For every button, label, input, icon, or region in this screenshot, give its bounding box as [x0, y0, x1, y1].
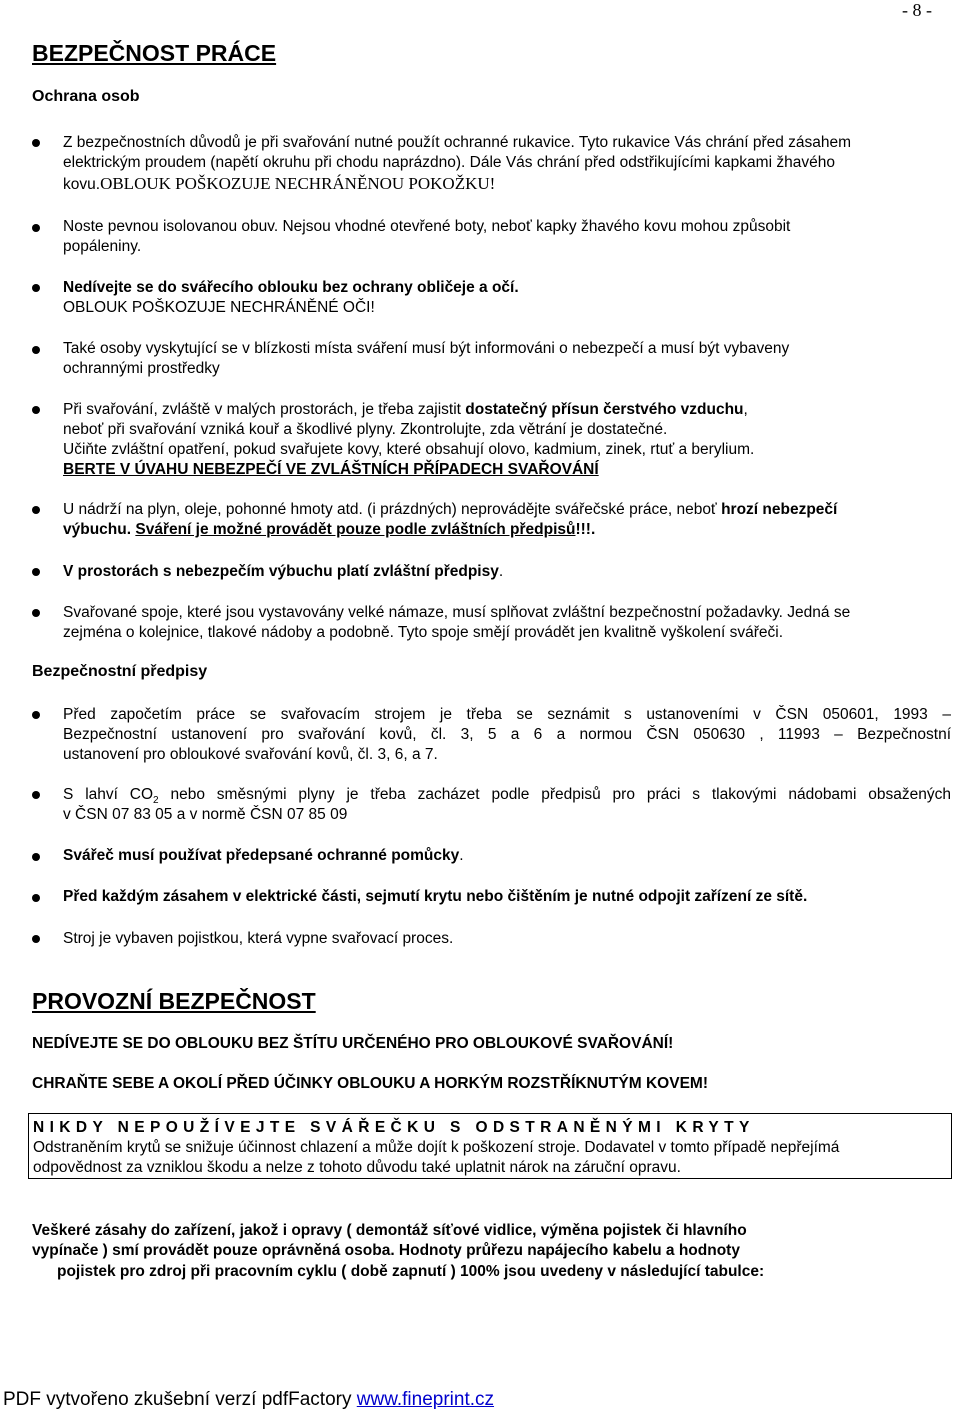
text-span: . — [498, 563, 504, 580]
bold-text: hrozí nebezpečí — [721, 501, 838, 518]
paragraph-line — [63, 846, 464, 866]
paragraph-line: ochrannými prostředky — [63, 360, 220, 377]
paragraph-line — [63, 500, 837, 520]
footer — [3, 1389, 494, 1411]
bullet — [32, 506, 40, 514]
bullet — [32, 853, 40, 861]
paragraph-line: Také osoby vyskytující se v blízkosti místa sváření musí být informováni o nebezpečí a musí být vybaveny — [63, 340, 790, 357]
subscript: 2 — [153, 795, 159, 807]
paragraph-line: v ČSN 07 83 05 a v normě ČSN 07 85 09 — [63, 806, 348, 823]
bold-text: V prostorách s nebezpečím výbuchu platí zvláštní předpisy — [63, 563, 499, 580]
bullet — [32, 568, 40, 576]
bullet — [32, 406, 40, 414]
final-paragraph-line: vypínače ) smí provádět pouze oprávněná osoba. Hodnoty průřezu napájecího kabelu a hodnoty — [32, 1242, 740, 1259]
paragraph-line: Před každým zásahem v elektrické části, sejmutí krytu nebo čištěním je nutné odpojit zařízení ze sítě. — [63, 888, 808, 905]
paragraph-line: Noste pevnou isolovanou obuv. Nejsou vhodné otevřené boty, neboť kapky žhavého kovu mohou způsobit — [63, 218, 791, 235]
paragraph-line: zejména o kolejnice, tlakové nádoby a podobně. Tyto spoje smějí provádět jen kvalitně vyškolení svářeči. — [63, 624, 784, 641]
paragraph-line: Bezpečnostní ustanovení pro svařování kovů, čl. 3, 5 a 6 a normou ČSN 050630 , 11993 – Bezpečnostní — [63, 726, 951, 743]
bullet — [32, 711, 40, 719]
paragraph-line — [63, 562, 503, 582]
paragraph-line: elektrickým proudem (napětí okruhu při chodu naprázdno). Dále Vás chrání před odstřikujícími kapkami žhavého — [63, 154, 835, 171]
paragraph-line: BERTE V ÚVAHU NEBEZPEČÍ VE ZVLÁŠTNÍCH PŘÍPADECH SVAŘOVÁNÍ — [63, 461, 599, 478]
warning-line: CHRAŇTE SEBE A OKOLÍ PŘED ÚČINKY OBLOUKU A HORKÝM ROZSTŘÍKNUTÝM KOVEM! — [32, 1075, 708, 1092]
footer-link[interactable]: www.fineprint.cz — [356, 1389, 495, 1410]
warning-line: NEDÍVEJTE SE DO OBLOUKU BEZ ŠTÍTU URČENÉHO PRO OBLOUKOVÉ SVAŘOVÁNÍ! — [32, 1035, 674, 1052]
bold-text: dostatečný přísun čerstvého vzduchu — [465, 401, 744, 418]
section-title-provozni: PROVOZNÍ BEZPEČNOST — [32, 988, 316, 1014]
bullet — [32, 346, 40, 354]
bold-underlined-text: Sváření je možné provádět pouze podle zvláštních předpisů — [135, 521, 576, 538]
text-span: . — [459, 847, 464, 864]
paragraph-line: Před započetím práce se svařovacím strojem je třeba se seznámit s ustanoveními v ČSN 050601, 1993 – — [63, 706, 951, 723]
bullet — [32, 224, 40, 232]
section-title-bezpecnost: BEZPEČNOST PRÁCE — [32, 40, 277, 66]
warning-text: OBLOUK POŠKOZUJE NECHRÁNĚNOU POKOŽKU! — [100, 174, 496, 193]
bullet — [32, 284, 40, 292]
text-span: kovu. — [63, 176, 101, 193]
bullet — [32, 609, 40, 617]
paragraph-line: Svařované spoje, které jsou vystavovány velké námaze, musí splňovat zvláštní bezpečnostní požadavky. Jedná se — [63, 604, 851, 621]
bullet — [32, 791, 40, 799]
warning-box-line: odpovědnost za vzniklou škodu a nelze z tohoto důvodu také uplatnit nárok na záruční opravu. — [33, 1159, 681, 1176]
bullet — [32, 894, 40, 902]
paragraph-line: Učiňte zvláštní opatření, pokud svařujete kovy, které obsahují olovo, kadmium, zinek, rtuť a berylium. — [63, 441, 755, 458]
paragraph-line: Stroj je vybaven pojistkou, která vypne svařovací proces. — [63, 930, 454, 947]
text-span: nebo směsnými plyny je třeba zacházet podle předpisů pro práci s tlakovými nádobami obsažených — [158, 786, 951, 803]
final-paragraph-line: Veškeré zásahy do zařízení, jakož i opravy ( demontáž síťové vidlice, výměna pojistek či hlavního — [32, 1222, 747, 1239]
paragraph-line — [63, 400, 748, 420]
paragraph-line — [63, 174, 495, 195]
paragraph-line: Nedívejte se do svářecího oblouku bez ochrany obličeje a očí. — [63, 279, 519, 296]
text-span: Při svařování, zvláště v malých prostorách, je třeba zajistit — [63, 401, 466, 418]
paragraph-line: Z bezpečnostních důvodů je při svařování nutné použít ochranné rukavice. Tyto rukavice Vás chrání před zásahem — [63, 134, 852, 151]
text-span: U nádrží na plyn, oleje, pohonné hmoty atd. (i prázdných) neprovádějte svářečské práce, neboť — [63, 501, 722, 518]
text-span: S lahví CO — [63, 786, 154, 803]
bullet — [32, 935, 40, 943]
final-paragraph-line: pojistek pro zdroj při pracovním cyklu ( době zapnutí ) 100% jsou uvedeny v následující tabulce: — [57, 1263, 765, 1280]
subsection-title-ochrana: Ochrana osob — [32, 88, 140, 105]
paragraph-line: popáleniny. — [63, 238, 142, 255]
bold-text: !!!. — [575, 521, 596, 538]
text-span: , — [743, 401, 748, 418]
paragraph-line: ustanovení pro obloukové svařování kovů, čl. 3, 6, a 7. — [63, 746, 438, 763]
bullet — [32, 139, 40, 147]
paragraph-line — [63, 520, 595, 540]
warning-box-line: Odstraněním krytů se snižuje účinnost chlazení a může dojít k poškození stroje. Dodavatel v tomto případě nepřejímá — [33, 1139, 840, 1156]
subsection-title-predpisy: Bezpečnostní předpisy — [32, 663, 208, 680]
bold-text: Svářeč musí používat předepsané ochranné pomůcky — [63, 847, 460, 864]
bold-text: výbuchu. — [63, 521, 136, 538]
footer-text: PDF vytvořeno zkušební verzí pdfFactory — [3, 1389, 357, 1410]
page-number: - 8 - — [902, 0, 932, 20]
paragraph-line: neboť při svařování vzniká kouř a škodlivé plyny. Zkontrolujte, zda větrání je dostatečné. — [63, 421, 668, 438]
paragraph-line: OBLOUK POŠKOZUJE NECHRÁNĚNÉ OČI! — [63, 299, 375, 316]
warning-box-title: NIKDY NEPOUŽÍVEJTE SVÁŘEČKU S ODSTRANĚNÝMI KRYTY — [33, 1119, 755, 1136]
